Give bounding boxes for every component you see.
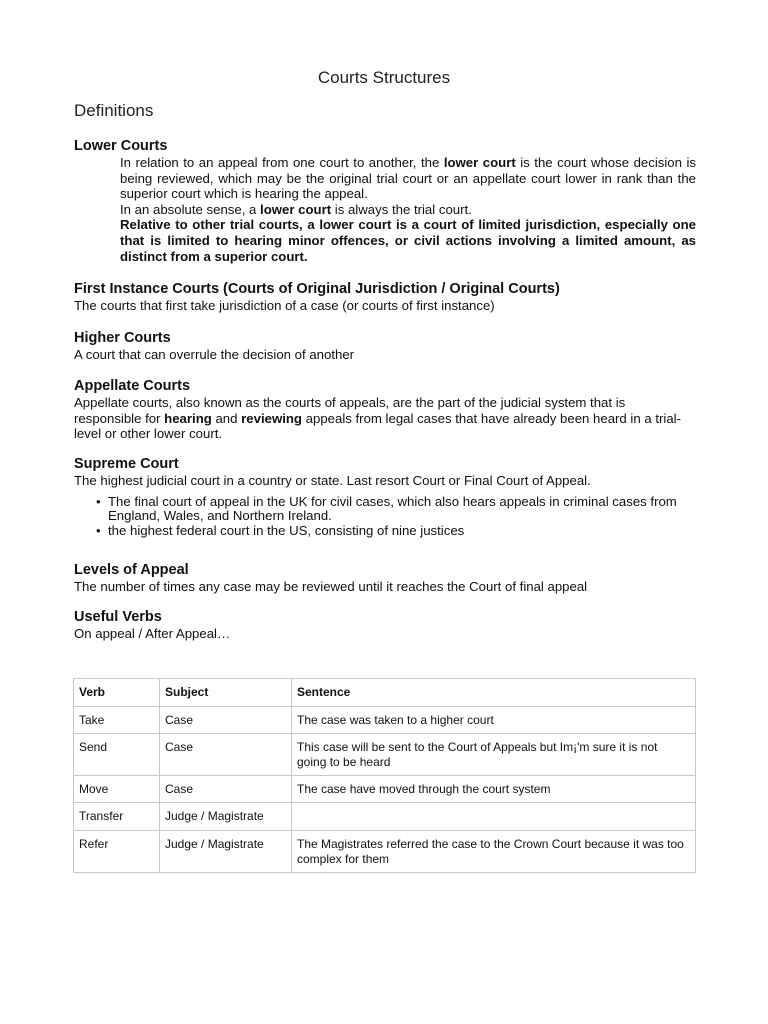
bold-term: lower court	[260, 201, 332, 217]
table-row	[74, 776, 696, 803]
appellate-courts-heading: Appellate Courts	[74, 378, 191, 394]
text-run: Appellate courts, also known as the courts of appeals, are the part of the judicial system that is responsible for	[74, 395, 626, 426]
header-cell-sentence: Sentence	[292, 679, 696, 707]
list-item-text: the highest federal court in the US, consisting of nine justices	[108, 522, 465, 538]
table-cell: Judge / Magistrate	[160, 831, 292, 873]
table-row	[74, 803, 696, 831]
table-cell: Send	[74, 734, 160, 776]
table-row	[74, 707, 696, 734]
section-higher-courts	[74, 330, 696, 363]
list-item-text: The final court of appeal in the UK for civil cases, which also hears appeals in criminal cases from England, Wales, and Northern Ireland.	[108, 493, 677, 523]
table-cell: Case	[160, 707, 292, 734]
table-cell	[292, 803, 696, 831]
first-instance-heading: First Instance Courts (Courts of Original Jurisdiction / Original Courts)	[74, 281, 560, 297]
text-run: In relation to an appeal from one court to another, the	[120, 155, 444, 170]
table-cell: The case have moved through the court system	[292, 776, 696, 803]
first-instance-text: The courts that first take jurisdiction of a case (or courts of first instance)	[74, 298, 495, 313]
table-cell: Move	[74, 776, 160, 803]
page-title: Courts Structures	[317, 68, 451, 87]
bold-term: lower court	[443, 155, 516, 170]
text-run: In an absolute sense, a	[120, 201, 261, 217]
section-first-instance	[74, 281, 696, 314]
lower-courts-heading: Lower Courts	[74, 138, 168, 154]
table-cell: Case	[160, 776, 292, 803]
table-row	[74, 831, 696, 873]
section-appellate-courts	[74, 378, 696, 442]
bullet-glyph: •	[96, 493, 101, 509]
appellate-courts-text	[74, 395, 696, 442]
bullet-glyph: •	[96, 522, 101, 538]
header-cell-verb: Verb	[74, 679, 160, 707]
table-cell: Judge / Magistrate	[160, 803, 292, 831]
higher-courts-heading: Higher Courts	[74, 330, 171, 346]
section-lower-courts	[74, 138, 696, 265]
lower-courts-paragraph-2	[120, 202, 696, 218]
definitions-heading: Definitions	[74, 101, 154, 120]
section-levels-of-appeal	[74, 562, 696, 595]
supreme-court-text: The highest judicial court in a country or state. Last resort Court or Final Court of Appeal.	[74, 473, 591, 488]
text-run: and	[211, 410, 242, 426]
table-row	[74, 734, 696, 776]
levels-of-appeal-text: The number of times any case may be reviewed until it reaches the Court of final appeal	[74, 579, 588, 594]
verbs-table	[73, 678, 696, 873]
list-item	[74, 495, 696, 524]
lower-courts-body	[120, 155, 696, 265]
supreme-court-heading: Supreme Court	[74, 456, 179, 472]
text-run: is the court whose decision is being reviewed, which may be the original trial court or an appellate court lower in rank than the superior court which is hearing the appeal.	[120, 155, 696, 201]
table-cell: The Magistrates referred the case to the Crown Court because it was too complex for them	[292, 831, 696, 873]
useful-verbs-text: On appeal / After Appeal…	[74, 626, 231, 641]
header-cell-subject: Subject	[160, 679, 292, 707]
section-supreme-court	[74, 456, 696, 538]
lower-courts-paragraph-1	[120, 155, 696, 202]
useful-verbs-heading: Useful Verbs	[74, 609, 162, 625]
text-run: is always the trial court.	[331, 201, 472, 217]
section-useful-verbs	[74, 609, 696, 642]
table-cell: Refer	[74, 831, 160, 873]
levels-of-appeal-heading: Levels of Appeal	[74, 562, 189, 578]
text-run: appeals from legal cases that have already been heard in a trial-level or other lower court.	[74, 410, 681, 441]
table-cell: Transfer	[74, 803, 160, 831]
bold-term: hearing	[164, 410, 212, 426]
table-cell: This case will be sent to the Court of Appeals but Im¡'m sure it is not going to be heard	[292, 734, 696, 776]
table-cell: The case was taken to a higher court	[292, 707, 696, 734]
table-header-row	[74, 679, 696, 707]
table-cell: Case	[160, 734, 292, 776]
lower-courts-paragraph-3: Relative to other trial courts, a lower court is a court of limited jurisdiction, especially one that is limited to hearing minor offences, or civil actions involving a limited amount, as distinct from a superior court.	[120, 217, 696, 264]
supreme-court-bullets	[74, 495, 696, 539]
list-item	[74, 524, 696, 539]
bold-term: reviewing	[241, 410, 302, 426]
higher-courts-text: A court that can overrule the decision of another	[74, 347, 355, 362]
table-cell: Take	[74, 707, 160, 734]
